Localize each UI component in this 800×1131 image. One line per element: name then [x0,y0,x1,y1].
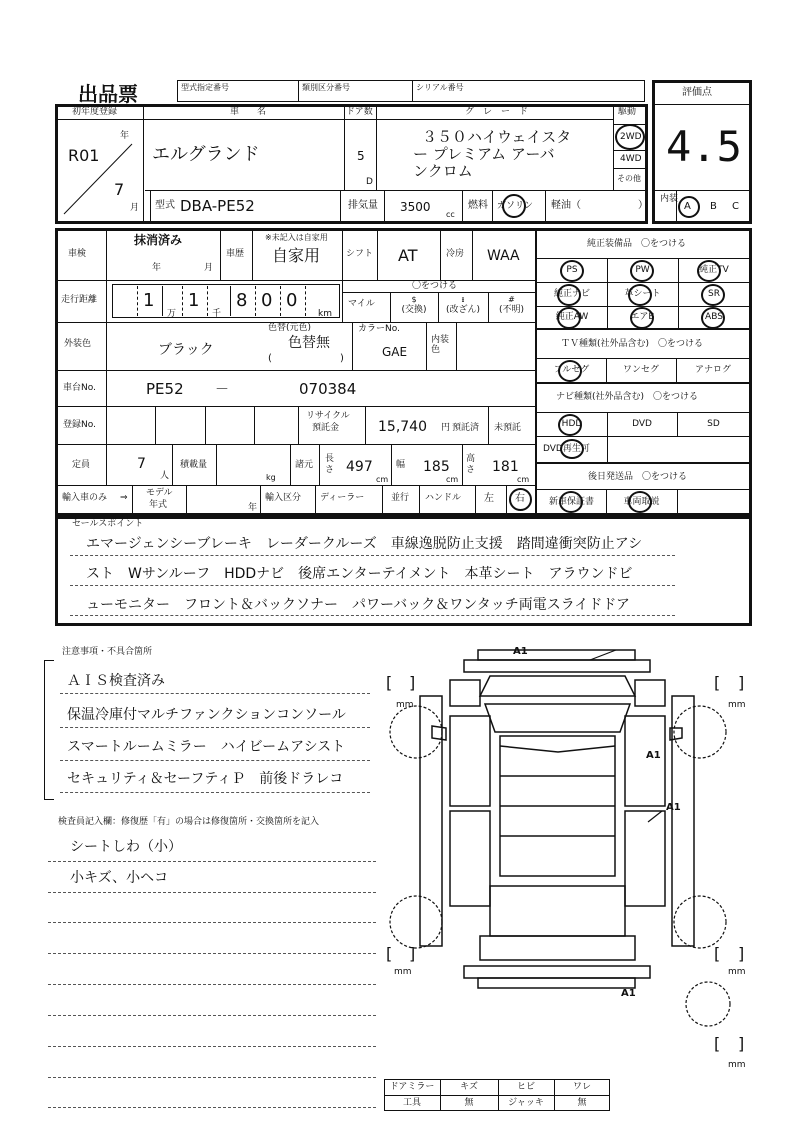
mm-rr: mm [728,967,746,977]
mm-fr: mm [728,700,746,710]
first-reg-year-label: 年 [120,131,130,141]
equip-sr-circle [701,284,725,306]
legend-h2: キズ [460,1082,478,1092]
dims-width-label: 幅 [396,460,406,470]
equip-tv-circle [697,260,721,282]
sales-line-3: ューモニター フロント＆バックソナー パワーバック＆ワンタッチ両電スライドドア [86,597,630,613]
dims-height-2: さ [466,465,476,475]
grade-label: グ レ ー ド [465,107,529,117]
bracket-fr-close: ] [738,673,745,692]
displacement-value: 3500 [400,200,431,214]
mileage-opt1-sym: $ [411,295,417,304]
fuel-label: 燃料 [468,200,488,211]
inspection-month-label: 月 [204,263,214,273]
inspector-title: 検査員記入欄：修復歴「有」の場合は修復箇所・交換箇所を記入 [58,817,320,827]
interior-grade-a: A [684,201,691,212]
dims-length-unit: cm [376,475,389,484]
note-line-2: 保温冷庫付マルチファンクションコンソール [67,707,346,723]
import-model-year-1: モデル [146,488,173,498]
doors-value: 5 [357,149,365,163]
note-line-4: セキュリティ＆セーフティＰ 前後ドラレコ [67,771,344,787]
grade-line-3: ンクロム [413,162,473,180]
equip-abs: ABS [705,312,723,322]
tv-fullseg: フルセグ [553,365,590,375]
bracket-spare-open: [ [714,1034,721,1053]
capacity-label: 定員 [72,460,91,470]
equip-aw-circle [557,307,581,329]
import-class-label: 輸入区分 [265,493,302,503]
mileage-digit-1: 1 [143,290,155,311]
sales-title: セールスポイント [72,519,144,529]
navi-sd: SD [707,419,720,429]
mileage-digit-3: 8 [236,290,248,311]
equip-sr: SR [708,289,720,299]
bracket-rr-open: [ [714,944,721,963]
docs-warranty-circle [559,491,583,513]
recycle-not-deposited: 未預託 [494,423,522,433]
tv-oneseg: ワンセグ [622,365,659,375]
damage-mark-front-bumper: A1 [513,646,528,657]
drive-circle [615,124,645,150]
damage-mark-right-front: A1 [646,750,661,761]
chassis-dash: － [215,382,229,398]
rating-score: 4.5 [666,122,742,171]
interior-grade-c: C [732,201,739,212]
exterior-value: ブラック [158,342,214,358]
mileage-digit-4: 0 [261,290,273,311]
notes-title: 注意事項・不具合箇所 [62,647,153,657]
legend-r2: 無 [464,1098,474,1108]
displacement-unit: cc [446,210,455,219]
note-line-3: スマートルームミラー ハイビームアシスト [67,739,346,755]
mileage-label: 走行距離 [61,295,98,305]
legend-h4: ワレ [572,1082,591,1092]
import-label: 輸入車のみ [62,493,108,503]
recycle-amount: 15,740 [378,419,427,435]
chassis-prefix: PE52 [146,380,184,398]
grade-line-2: ー プレミアム アーバ [413,145,555,163]
tv-title: ＴＶ種類(社外品含む) 〇をつける [561,339,704,349]
equip-pw-circle [630,260,654,282]
legend-r3: ジャッキ [508,1098,544,1108]
equip-pw: PW [635,265,650,275]
navi-dvd: DVD [632,419,652,429]
drive-label: 駆動 [618,107,637,117]
navi-dvd-playback: DVD再生可 [543,444,590,454]
registration-label: 登録No. [63,420,96,430]
equip-abs-circle [701,307,725,329]
shift-value: AT [398,246,418,265]
type-code-label: 型式指定番号 [181,83,229,92]
repaint-label: 色替(元色) [268,323,312,333]
tv-circle [558,360,582,382]
fuel-gasoline: ガソリン [497,201,534,211]
sales-line-1: エマージェンシーブレーキ レーダークルーズ 車線逸脱防止支援 踏間違衝突防止アシ [86,536,643,552]
interior-label: 内装 [660,194,679,204]
dims-label: 諸元 [295,460,314,470]
mm-spare: mm [728,1060,746,1070]
mm-fl: mm [396,700,414,710]
equip-leather: 革シート [624,289,661,299]
fuel-circle [502,194,526,218]
equipment-title: 純正装備品 〇をつける [587,239,687,249]
bracket-rl-open: [ [386,944,393,963]
shift-label: シフト [346,249,374,259]
history-note: ※未記入は自家用 [265,233,328,242]
legend-h3: ヒビ [516,1082,535,1092]
damage-mark-rear-bumper: A1 [621,988,636,999]
rating-label: 評価点 [682,87,712,98]
mileage-opt2-sym: ᵻ [461,295,465,304]
first-reg-label: 初年度登録 [72,107,118,117]
interior-grade-b: B [710,201,717,212]
capacity-value: 7 [137,456,146,472]
load-unit: kg [266,473,276,482]
repaint-open: ( [268,353,272,364]
displacement-label: 排気量 [348,200,378,211]
equip-navi: 純正ナビ [553,289,590,299]
equip-tv: 純正TV [699,265,729,275]
mileage-opt3: (不明) [498,305,525,315]
equip-ps: PS [566,265,578,275]
bracket-fr-open: [ [714,673,721,692]
recycle-label-1: リサイクル [306,411,350,421]
import-parallel: 並行 [391,493,410,503]
note-line-1: ＡＩＳ検査済み [67,673,165,689]
dims-height-value: 181 [492,459,519,475]
repaint-close: ) [340,353,344,364]
car-name-label: 車 名 [230,107,267,117]
dims-width-value: 185 [423,459,450,475]
interior-color-label: 内装色 [431,335,450,355]
inspection-year-label: 年 [152,263,162,273]
equip-navi-circle [557,284,581,306]
docs-warranty: 新車保証書 [548,497,594,507]
grade-line-1: ３５０ハイウェイスタ [422,128,572,146]
capacity-unit: 人 [160,471,170,481]
bracket-rr-close: ] [738,944,745,963]
dims-width-unit: cm [446,475,459,484]
mileage-digit-5: 0 [286,290,298,311]
interior-grade-circle [678,196,700,218]
dims-length-value: 497 [346,459,373,475]
equip-aw: 純正AW [555,312,589,322]
mileage-mile: マイル [348,299,375,309]
import-year-label: 年 [248,503,258,513]
handle-label: ハンドル [425,493,462,503]
handle-circle [509,488,532,511]
mm-rl: mm [394,967,412,977]
doors-label: ドア数 [346,107,373,117]
doors-suffix: D [366,177,373,187]
color-no-value: GAE [382,345,408,359]
mileage-sen: 千 [212,309,222,319]
mileage-mark-label: 〇をつける [412,281,458,291]
equip-ps-circle [560,260,584,282]
mileage-opt3-sym: # [508,295,515,304]
model-label: 型式 [155,200,175,211]
dims-length-1: 長 [325,454,335,464]
class-code-label: 類別区分番号 [302,83,350,92]
legend-h1: ドアミラー [389,1082,435,1092]
exterior-label: 外装色 [64,339,92,349]
handle-right: 右 [515,493,525,504]
handle-left: 左 [484,493,494,504]
car-diagram [380,636,755,1076]
mileage-opt1: (交換) [401,305,427,315]
bracket-fl-open: [ [386,673,393,692]
docs-manual: 車両取説 [623,497,660,507]
fuel-close: ） [638,200,648,211]
sheet-title: 出品票 [78,82,138,106]
chassis-label: 車台No. [63,383,96,393]
drive-4wd: 4WD [620,154,642,164]
navi-title: ナビ種類(社外品含む) 〇をつける [556,392,699,402]
chassis-number: 070384 [299,380,357,398]
inspector-line-1: シートしわ（小） [70,839,182,855]
first-reg-diagonal [60,138,140,218]
fuel-diesel: 軽油（ [551,200,581,211]
serial-label: シリアル番号 [416,83,464,92]
model-value: DBA-PE52 [180,197,255,215]
first-reg-month: 7 [114,180,125,199]
import-arrow: ⇒ [120,493,128,503]
equip-airbag-circle [630,307,654,329]
mileage-man: 万 [167,309,177,319]
legend-r1: 工具 [402,1098,421,1108]
mileage-opt2: (改ざん) [445,305,481,315]
equip-airbag: エアB [630,312,655,322]
mileage-unit: km [318,309,332,319]
ac-value: WAA [487,248,520,264]
dims-length-2: さ [325,465,335,475]
history-value: 自家用 [272,246,321,265]
tv-analog: アナログ [694,365,731,375]
history-label: 車歴 [226,249,245,259]
bracket-fl-close: ] [409,673,416,692]
docs-manual-circle [628,491,652,513]
load-label: 積載量 [180,460,208,470]
code-header-box [177,80,645,102]
recycle-label-2: 預託金 [312,423,340,433]
navi-hdd: HDD [561,419,583,429]
recycle-unit: 円 [441,423,451,433]
mileage-digit-2: 1 [188,290,200,311]
drive-2wd: 2WD [620,132,642,142]
repaint-value: 色替無 [288,335,330,351]
damage-mark-right-rear: A1 [666,802,681,813]
dims-height-unit: cm [517,475,530,484]
first-reg-month-label: 月 [130,203,140,213]
bracket-spare-close: ] [738,1034,745,1053]
navi-hdd-circle [558,414,582,436]
first-reg-era: R01 [68,146,100,165]
navi-dvd-playback-circle [560,439,584,459]
ac-label: 冷房 [446,249,465,259]
docs-title: 後日発送品 〇をつける [588,472,688,482]
equip-leather-circle [628,284,652,306]
recycle-deposited: 預託済 [452,423,480,433]
car-name-value: エルグランド [152,144,260,165]
drive-other: その他 [617,174,641,183]
legend-r4: 無 [577,1098,587,1108]
dims-height-1: 高 [466,454,476,464]
inspection-value: 抹消済み [134,233,183,247]
inspector-line-2: 小キズ、小ヘコ [70,870,169,886]
import-dealer: ディーラー [320,493,365,503]
import-model-year-2: 年式 [149,500,168,510]
inspection-label: 車検 [68,249,87,259]
bracket-rl-close: ] [409,944,416,963]
color-no-label: カラーNo. [358,324,400,334]
sales-line-2: スト Wサンルーフ HDDナビ 後席エンターテイメント 本革シート アラウンドビ [86,566,633,582]
